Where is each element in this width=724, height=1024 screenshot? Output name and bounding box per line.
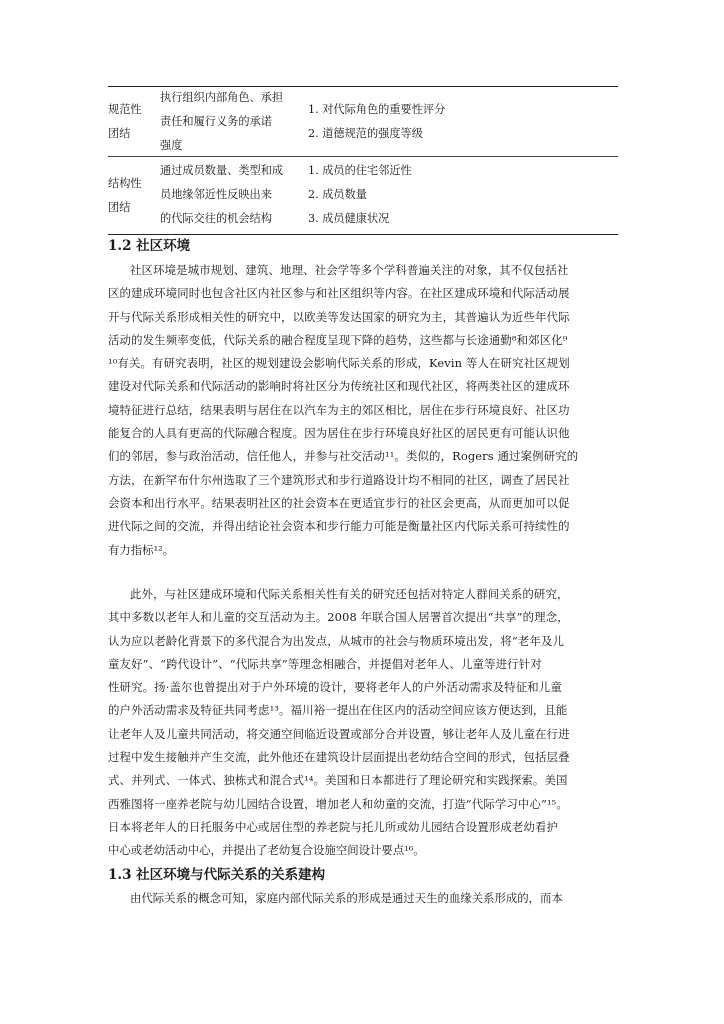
paragraph-line: 社区环境是城市规划、建筑、地理、社会学等多个学科普遍关注的对象，其不仅包括社 [130, 263, 569, 277]
paragraph-line: 让老年人及儿童共同活动，将交通空间临近设置或部分合并设置，够让老年人及儿童在行进 [108, 726, 570, 741]
paragraph-line: 们的邻居，参与政治活动，信任他人，并参与社交活动¹¹。类似的，Rogers 通过案例研究的 [108, 449, 579, 464]
paragraph-line: 境特征进行总结，结果表明与居住在以汽车为主的郊区相比，居住在步行环境良好、社区功 [108, 402, 570, 417]
description-line: 执行组织内部角色、承担 [160, 91, 284, 104]
paragraph-line: 建设对代际关系和代际活动的影响时将社区分为传统社区和现代社区，将两类社区的建成环 [108, 379, 570, 394]
category-line: 团结 [108, 127, 131, 140]
paragraph-line: 区的建成环境同时也包含社区内社区参与和社区组织等内容。在社区建成环境和代际活动展 [108, 286, 570, 301]
paragraph-line: 会资本和出行水平。结果表明社区的社会资本在更适宜步行的社区会更高，从而更加可以促 [108, 495, 570, 510]
description-line: 责任和履行义务的承诺 [160, 115, 272, 128]
measure-line: 2. 道德规范的强度等级 [308, 127, 423, 140]
row2-category [108, 172, 152, 220]
description-line: 员地缘邻近性反映出来 [160, 188, 272, 201]
category-line: 团结 [108, 201, 131, 214]
category-line: 结构性 [108, 177, 142, 190]
paragraph-line: 式、并列式、一体式、独栋式和混合式¹⁴。美国和日本都进行了理论研究和实践探索。美国 [108, 773, 568, 788]
section-1-2-paragraph-1 [108, 259, 616, 562]
description-line: 通过成员数量、类型和成 [160, 164, 284, 177]
paragraph-line: ¹⁰有关。有研究表明，社区的规划建设会影响代际关系的形成，Kevin 等人在研究社区规划 [108, 356, 570, 371]
section-1-2-paragraph-2 [108, 583, 616, 863]
paragraph-line: 中心或老幼活动中心，并提出了老幼复合设施空间设计要点¹⁶。 [108, 843, 425, 858]
row1-measures [308, 98, 608, 146]
paragraph-line: 进代际之间的交流，并得出结论社会资本和步行能力可能是衡量社区内代际关系可持续性的 [108, 519, 570, 534]
row2-description [160, 159, 300, 231]
description-line: 的代际交往的机会结构 [160, 212, 272, 225]
paragraph-line: 此外，与社区建成环境和代际关系相关性有关的研究还包括对特定人群间关系的研究， [130, 587, 569, 601]
paragraph-line: 其中多数以老年人和儿童的交互活动为主。2008 年联合国人居署首次提出“共享”的理念， [108, 610, 569, 625]
measure-line: 1. 成员的住宅邻近性 [308, 164, 412, 177]
paragraph-line: 方法，在新罕布什尔州选取了三个建筑形式和步行道路设计均不相同的社区，调查了居民社 [108, 472, 570, 487]
description-line: 强度 [160, 139, 183, 152]
section-heading-1-3: 1.3 社区环境与代际关系的关系建构 [108, 867, 326, 883]
paragraph-line: 活动的发生频率变低，代际关系的融合程度呈现下降的趋势，这些都与长途通勤⁸和郊区化⁹ [108, 332, 568, 347]
paragraph-line: 过程中发生接触并产生交流，此外他还在建筑设计层面提出老幼结合空间的形式，包括层叠 [108, 750, 570, 765]
table-row-divider [108, 156, 618, 157]
row1-description [160, 86, 300, 158]
paragraph-line: 西雅图将一座养老院与幼儿园结合设置，增加老人和幼童的交流，打造“代际学习中心”¹⁵。 [108, 796, 568, 811]
paragraph-line: 的户外活动需求及特征共同考虑¹³。福川裕一提出在住区内的活动空间应该方便达到，且能 [108, 703, 568, 718]
measure-line: 2. 成员数量 [308, 188, 367, 201]
paragraph-line: 有力指标¹²。 [108, 542, 175, 557]
paragraph-line: 开与代际关系形成相关性的研究中，以欧美等发达国家的研究为主，其普遍认为近些年代际 [108, 309, 570, 324]
measure-line: 3. 成员健康状况 [308, 212, 390, 225]
row1-category [108, 98, 152, 146]
category-line: 规范性 [108, 103, 142, 116]
section-heading-1-2: 1.2 社区环境 [108, 238, 191, 254]
paragraph-line: 日本将老年人的日托服务中心或居住型的养老院与托儿所或幼儿园结合设置形成老幼看护 [108, 819, 559, 834]
measure-line: 1. 对代际角色的重要性评分 [308, 103, 446, 116]
row2-measures [308, 159, 608, 231]
paragraph-line: 由代际关系的概念可知，家庭内部代际关系的形成是通过天生的血缘关系形成的，而本 [130, 891, 563, 905]
paragraph-line: 认为应以老龄化背景下的多代混合为出发点，从城市的社会与物质环境出发，将“老年及儿 [108, 633, 565, 648]
section-1-3-paragraph-1 [108, 887, 616, 910]
paragraph-line: 能复合的人具有更高的代际融合程度。因为居住在步行环境良好社区的居民更有可能认识他 [108, 426, 570, 441]
paragraph-line: 童友好”、“跨代设计”、“代际共享”等理念相融合，并提倡对老年人、儿童等进行针对 [108, 656, 542, 671]
paragraph-line: 性研究。扬·盖尔也曾提出对于户外环境的设计，要将老年人的户外活动需求及特征和儿童 [108, 680, 562, 695]
